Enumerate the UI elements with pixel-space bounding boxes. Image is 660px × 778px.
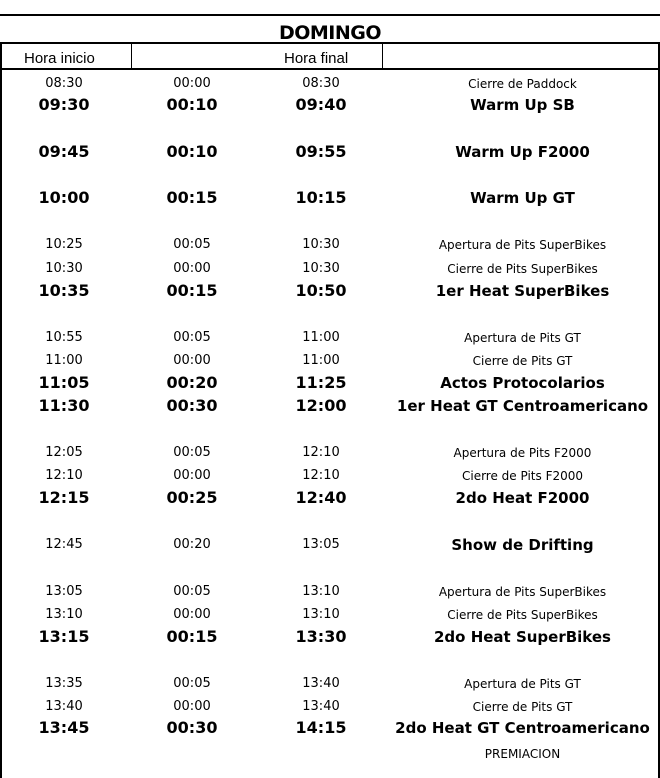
- event-name: Show de Drifting: [451, 536, 594, 554]
- schedule-row: [0, 674, 660, 694]
- end-time: 10:30: [302, 237, 340, 252]
- event-name: Cierre de Pits GT: [472, 354, 573, 368]
- end-time: 12:10: [302, 445, 340, 460]
- event-name: Warm Up GT: [470, 189, 575, 207]
- end-time: 11:25: [295, 373, 347, 392]
- end-time: 13:40: [302, 699, 340, 714]
- header-divider: [131, 44, 132, 68]
- event-name: Warm Up F2000: [455, 143, 590, 161]
- end-time: 09:40: [295, 95, 347, 114]
- start-time: 10:35: [38, 281, 90, 300]
- duration: 00:20: [173, 537, 211, 552]
- schedule-row: [0, 373, 660, 393]
- duration: 00:05: [173, 330, 211, 345]
- event-name: Cierre de Pits GT: [472, 700, 573, 714]
- start-time: 13:05: [45, 584, 83, 599]
- start-time: 10:30: [45, 261, 83, 276]
- end-time: 13:05: [302, 537, 340, 552]
- start-time: 10:00: [38, 188, 90, 207]
- schedule-row: [0, 627, 660, 647]
- end-time: 12:10: [302, 468, 340, 483]
- start-time: 11:30: [38, 396, 90, 415]
- end-time: 09:55: [295, 142, 347, 161]
- duration: 00:05: [173, 676, 211, 691]
- start-time: 09:30: [38, 95, 90, 114]
- event-name: Actos Protocolarios: [440, 374, 605, 392]
- schedule-row: [0, 443, 660, 463]
- schedule-row: [0, 142, 660, 162]
- start-time: 12:05: [45, 445, 83, 460]
- schedule-row: [0, 466, 660, 486]
- event-name: 1er Heat SuperBikes: [435, 282, 610, 300]
- header-end-time: Hora final: [284, 50, 349, 67]
- duration: 00:30: [166, 396, 218, 415]
- duration: 00:30: [166, 718, 218, 737]
- schedule-title: DOMINGO: [0, 14, 660, 44]
- event-name: 2do Heat F2000: [455, 489, 590, 507]
- duration: 00:00: [173, 261, 211, 276]
- schedule-row: [0, 74, 660, 94]
- end-time: 10:15: [295, 188, 347, 207]
- schedule-row: [0, 488, 660, 508]
- duration: 00:00: [173, 607, 211, 622]
- end-time: 14:15: [295, 718, 347, 737]
- start-time: 13:10: [45, 607, 83, 622]
- event-name: Apertura de Pits GT: [464, 677, 581, 691]
- event-name: Apertura de Pits GT: [464, 331, 581, 345]
- event-name: Cierre de Pits SuperBikes: [447, 608, 598, 622]
- duration: 00:15: [166, 627, 218, 646]
- start-time: 09:45: [38, 142, 90, 161]
- schedule-row: [0, 188, 660, 208]
- schedule-row: [0, 718, 660, 738]
- event-name: 2do Heat GT Centroamericano: [395, 719, 650, 737]
- schedule-row: [0, 328, 660, 348]
- duration: 00:10: [166, 95, 218, 114]
- start-time: 13:40: [45, 699, 83, 714]
- schedule-row: [0, 396, 660, 416]
- duration: 00:05: [173, 584, 211, 599]
- duration: 00:25: [166, 488, 218, 507]
- duration: 00:15: [166, 188, 218, 207]
- end-time: 13:10: [302, 584, 340, 599]
- duration: 00:05: [173, 445, 211, 460]
- end-time: 10:50: [295, 281, 347, 300]
- schedule-row: [0, 259, 660, 279]
- header-row: [0, 44, 660, 70]
- start-time: 13:35: [45, 676, 83, 691]
- event-name: Warm Up SB: [470, 96, 575, 114]
- end-time: 12:40: [295, 488, 347, 507]
- start-time: 11:05: [38, 373, 90, 392]
- end-time: 13:40: [302, 676, 340, 691]
- duration: 00:20: [166, 373, 218, 392]
- start-time: 13:45: [38, 718, 90, 737]
- start-time: 08:30: [45, 76, 83, 91]
- event-name: Apertura de Pits SuperBikes: [438, 238, 607, 252]
- event-name: 1er Heat GT Centroamericano: [396, 397, 649, 415]
- header-start-time: Hora inicio: [24, 50, 95, 67]
- end-time: 08:30: [302, 76, 340, 91]
- schedule-row: [0, 697, 660, 717]
- start-time: 12:15: [38, 488, 90, 507]
- duration: 00:15: [166, 281, 218, 300]
- start-time: 12:10: [45, 468, 83, 483]
- event-name: 2do Heat SuperBikes: [434, 628, 611, 646]
- schedule-row: [0, 95, 660, 115]
- end-time: 11:00: [302, 330, 340, 345]
- footer-row: [0, 744, 660, 764]
- event-name: Cierre de Pits F2000: [461, 469, 584, 483]
- schedule-row: [0, 535, 660, 555]
- event-name: Cierre de Pits SuperBikes: [447, 262, 598, 276]
- schedule-row: [0, 235, 660, 255]
- schedule-row: [0, 351, 660, 371]
- duration: 00:00: [173, 468, 211, 483]
- end-time: 13:30: [295, 627, 347, 646]
- end-time: 13:10: [302, 607, 340, 622]
- duration: 00:00: [173, 699, 211, 714]
- event-name: Apertura de Pits SuperBikes: [438, 585, 607, 599]
- end-time: 10:30: [302, 261, 340, 276]
- start-time: 11:00: [45, 353, 83, 368]
- schedule-row: [0, 605, 660, 625]
- duration: 00:00: [173, 76, 211, 91]
- schedule-row: [0, 582, 660, 602]
- end-time: 12:00: [295, 396, 347, 415]
- duration: 00:05: [173, 237, 211, 252]
- event-name: Apertura de Pits F2000: [453, 446, 592, 460]
- end-time: 11:00: [302, 353, 340, 368]
- start-time: 13:15: [38, 627, 90, 646]
- event-name: Cierre de Paddock: [468, 77, 577, 91]
- duration: 00:00: [173, 353, 211, 368]
- schedule-row: [0, 281, 660, 301]
- awards-label: PREMIACION: [484, 747, 561, 761]
- start-time: 10:55: [45, 330, 83, 345]
- header-divider: [382, 44, 383, 68]
- duration: 00:10: [166, 142, 218, 161]
- start-time: 12:45: [45, 537, 83, 552]
- start-time: 10:25: [45, 237, 83, 252]
